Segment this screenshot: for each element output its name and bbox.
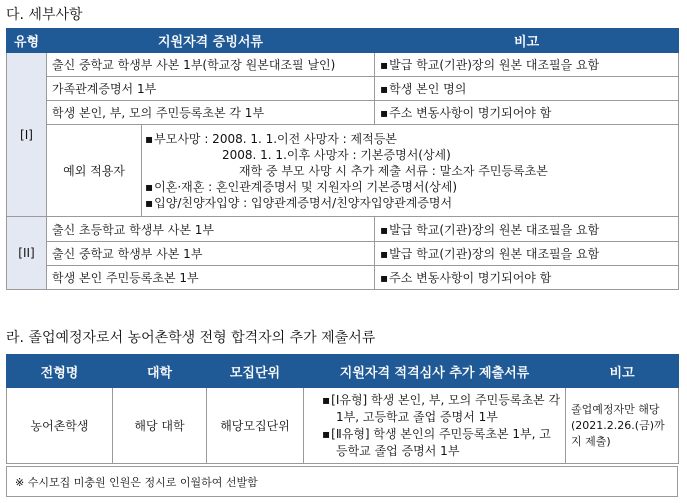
evidence-documents-table [6,28,679,290]
section2-heading: 라. 졸업예정자로서 농어촌학생 전형 합격자의 추가 제출서류 [6,330,376,346]
note-cell: ▪ 학생 본인 명의 [375,77,679,101]
note-cell: ▪ 주소 변동사항이 명기되어야 함 [375,266,679,290]
doc-cell: 학생 본인 주민등록초본 1부 [47,266,375,290]
doc-cell: 출신 초등학교 학생부 사본 1부 [47,217,375,242]
additional-documents-table [6,354,679,464]
table-row [7,388,679,464]
table-row [7,101,679,125]
col-header-university: 대학 [113,355,207,388]
type-cell: [I] [7,53,47,217]
footnote: ※ 수시모집 미충원 인원은 정시로 이월하여 선발함 [6,466,678,497]
doc-cell: 학생 본인, 부, 모의 주민등록초본 각 1부 [47,101,375,125]
note-cell: ▪ 발급 학교(기관)장의 원본 대조필을 요함 [375,242,679,266]
col-header-type: 유형 [7,29,47,53]
col-header-recruitment-unit: 모집단위 [207,355,304,388]
table-row [7,217,679,242]
doc-item: ▪ [Ⅱ유형] 학생 본인의 주민등록초본 1부, 고등학교 졸업 증명서 1부 [322,426,561,460]
doc-cell: 가족관계증명서 1부 [47,77,375,101]
exception-line: 2008. 1. 1.이후 사망자 : 기본증명서(상세) [222,147,451,162]
table-row [7,53,679,77]
remark-cell: 졸업예정자만 해당 (2021.2.26.(금)까지 제출) [566,388,679,464]
col-header-documents: 지원자격 증빙서류 [47,29,375,53]
col-header-admission-type: 전형명 [7,355,113,388]
type-cell: [II] [7,217,47,290]
exception-line: ▪ 입양/친양자입양 : 입양관계증명서/친양자입양관계증명서 [145,195,673,211]
col-header-additional-docs: 지원자격 적격심사 추가 제출서류 [304,355,566,388]
university-cell: 해당 대학 [113,388,207,464]
exception-line: ▪ 이혼·재혼 : 혼인관계증명서 및 지원자의 기본증명서(상세) [145,179,673,195]
col-header-remarks: 비고 [566,355,679,388]
admission-type-cell: 농어촌학생 [7,388,113,464]
table-row [7,125,679,217]
exception-details [142,125,679,217]
note-cell: ▪ 주소 변동사항이 명기되어야 함 [375,101,679,125]
unit-cell: 해당모집단위 [207,388,304,464]
exception-line: 재학 중 부모 사망 시 추가 제출 서류 : 말소자 주민등록초본 [239,163,548,178]
doc-cell: 출신 중학교 학생부 사본 1부(학교장 원본대조필 날인) [47,53,375,77]
col-header-remarks: 비고 [375,29,679,53]
exception-label: 예외 적용자 [47,125,142,217]
note-cell: ▪ 발급 학교(기관)장의 원본 대조필을 요함 [375,217,679,242]
note-cell: ▪ 발급 학교(기관)장의 원본 대조필을 요함 [375,53,679,77]
table-row [7,77,679,101]
table-row [7,242,679,266]
doc-item: ▪ [Ⅰ유형] 학생 본인, 부, 모의 주민등록초본 각 1부, 고등학교 졸업 증명서 1부 [322,392,561,426]
additional-docs-cell [304,388,566,464]
table-row [7,266,679,290]
doc-cell: 출신 중학교 학생부 사본 1부 [47,242,375,266]
section1-heading: 다. 세부사항 [6,7,83,23]
exception-line: ▪ 부모사망 : 2008. 1. 1.이전 사망자 : 제적등본 [145,131,673,147]
